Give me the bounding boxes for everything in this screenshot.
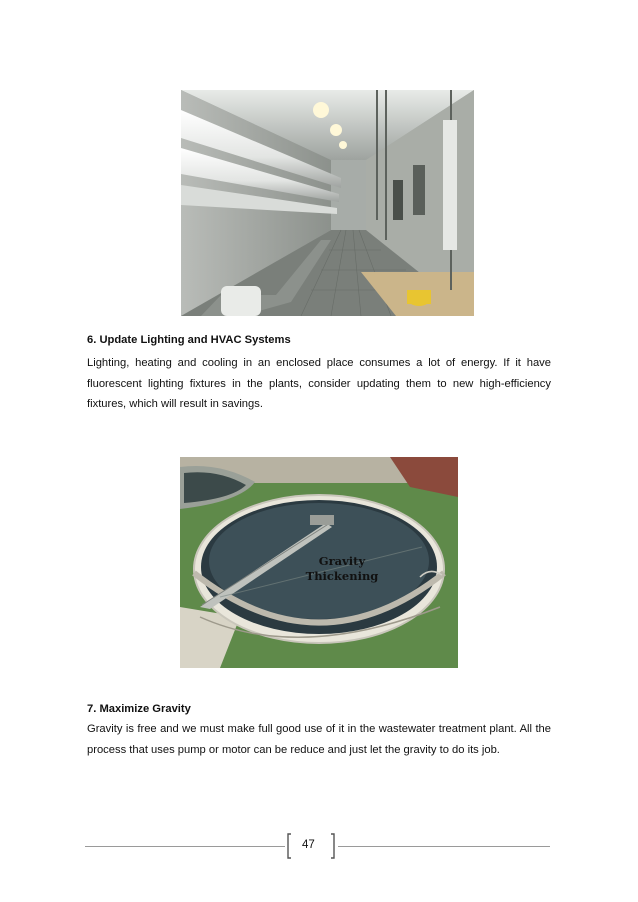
section-7-heading: 7. Maximize Gravity <box>87 703 191 715</box>
gravity-thickener-illustration <box>180 457 458 668</box>
figure-caption-line1: Gravity <box>318 554 366 568</box>
footer-bracket-right <box>330 833 336 859</box>
footer-bracket-left <box>286 833 292 859</box>
pipe-gallery-illustration <box>181 90 474 316</box>
section-6-body: Lighting, heating and cooling in an enclosed place consumes a lot of energy. If it have fluorescent lighting fixtures in the plants, consider updating them to new high-efficiency fixtures, which will result in savings. <box>87 357 551 410</box>
page-number: 47 <box>302 839 315 851</box>
gravity-thickening-photo <box>180 457 458 668</box>
section-7-body: Gravity is free and we must make full good use of it in the wastewater treatment plant. All the process that uses pump or motor can be reduce and just let the gravity to do its job. <box>87 723 551 756</box>
footer-rule-right <box>338 846 550 847</box>
footer-rule-left <box>85 846 285 847</box>
pipe-gallery-photo <box>181 90 474 316</box>
figure-caption-line2: Thickening <box>305 569 379 583</box>
section-6-heading: 6. Update Lighting and HVAC Systems <box>87 334 291 346</box>
